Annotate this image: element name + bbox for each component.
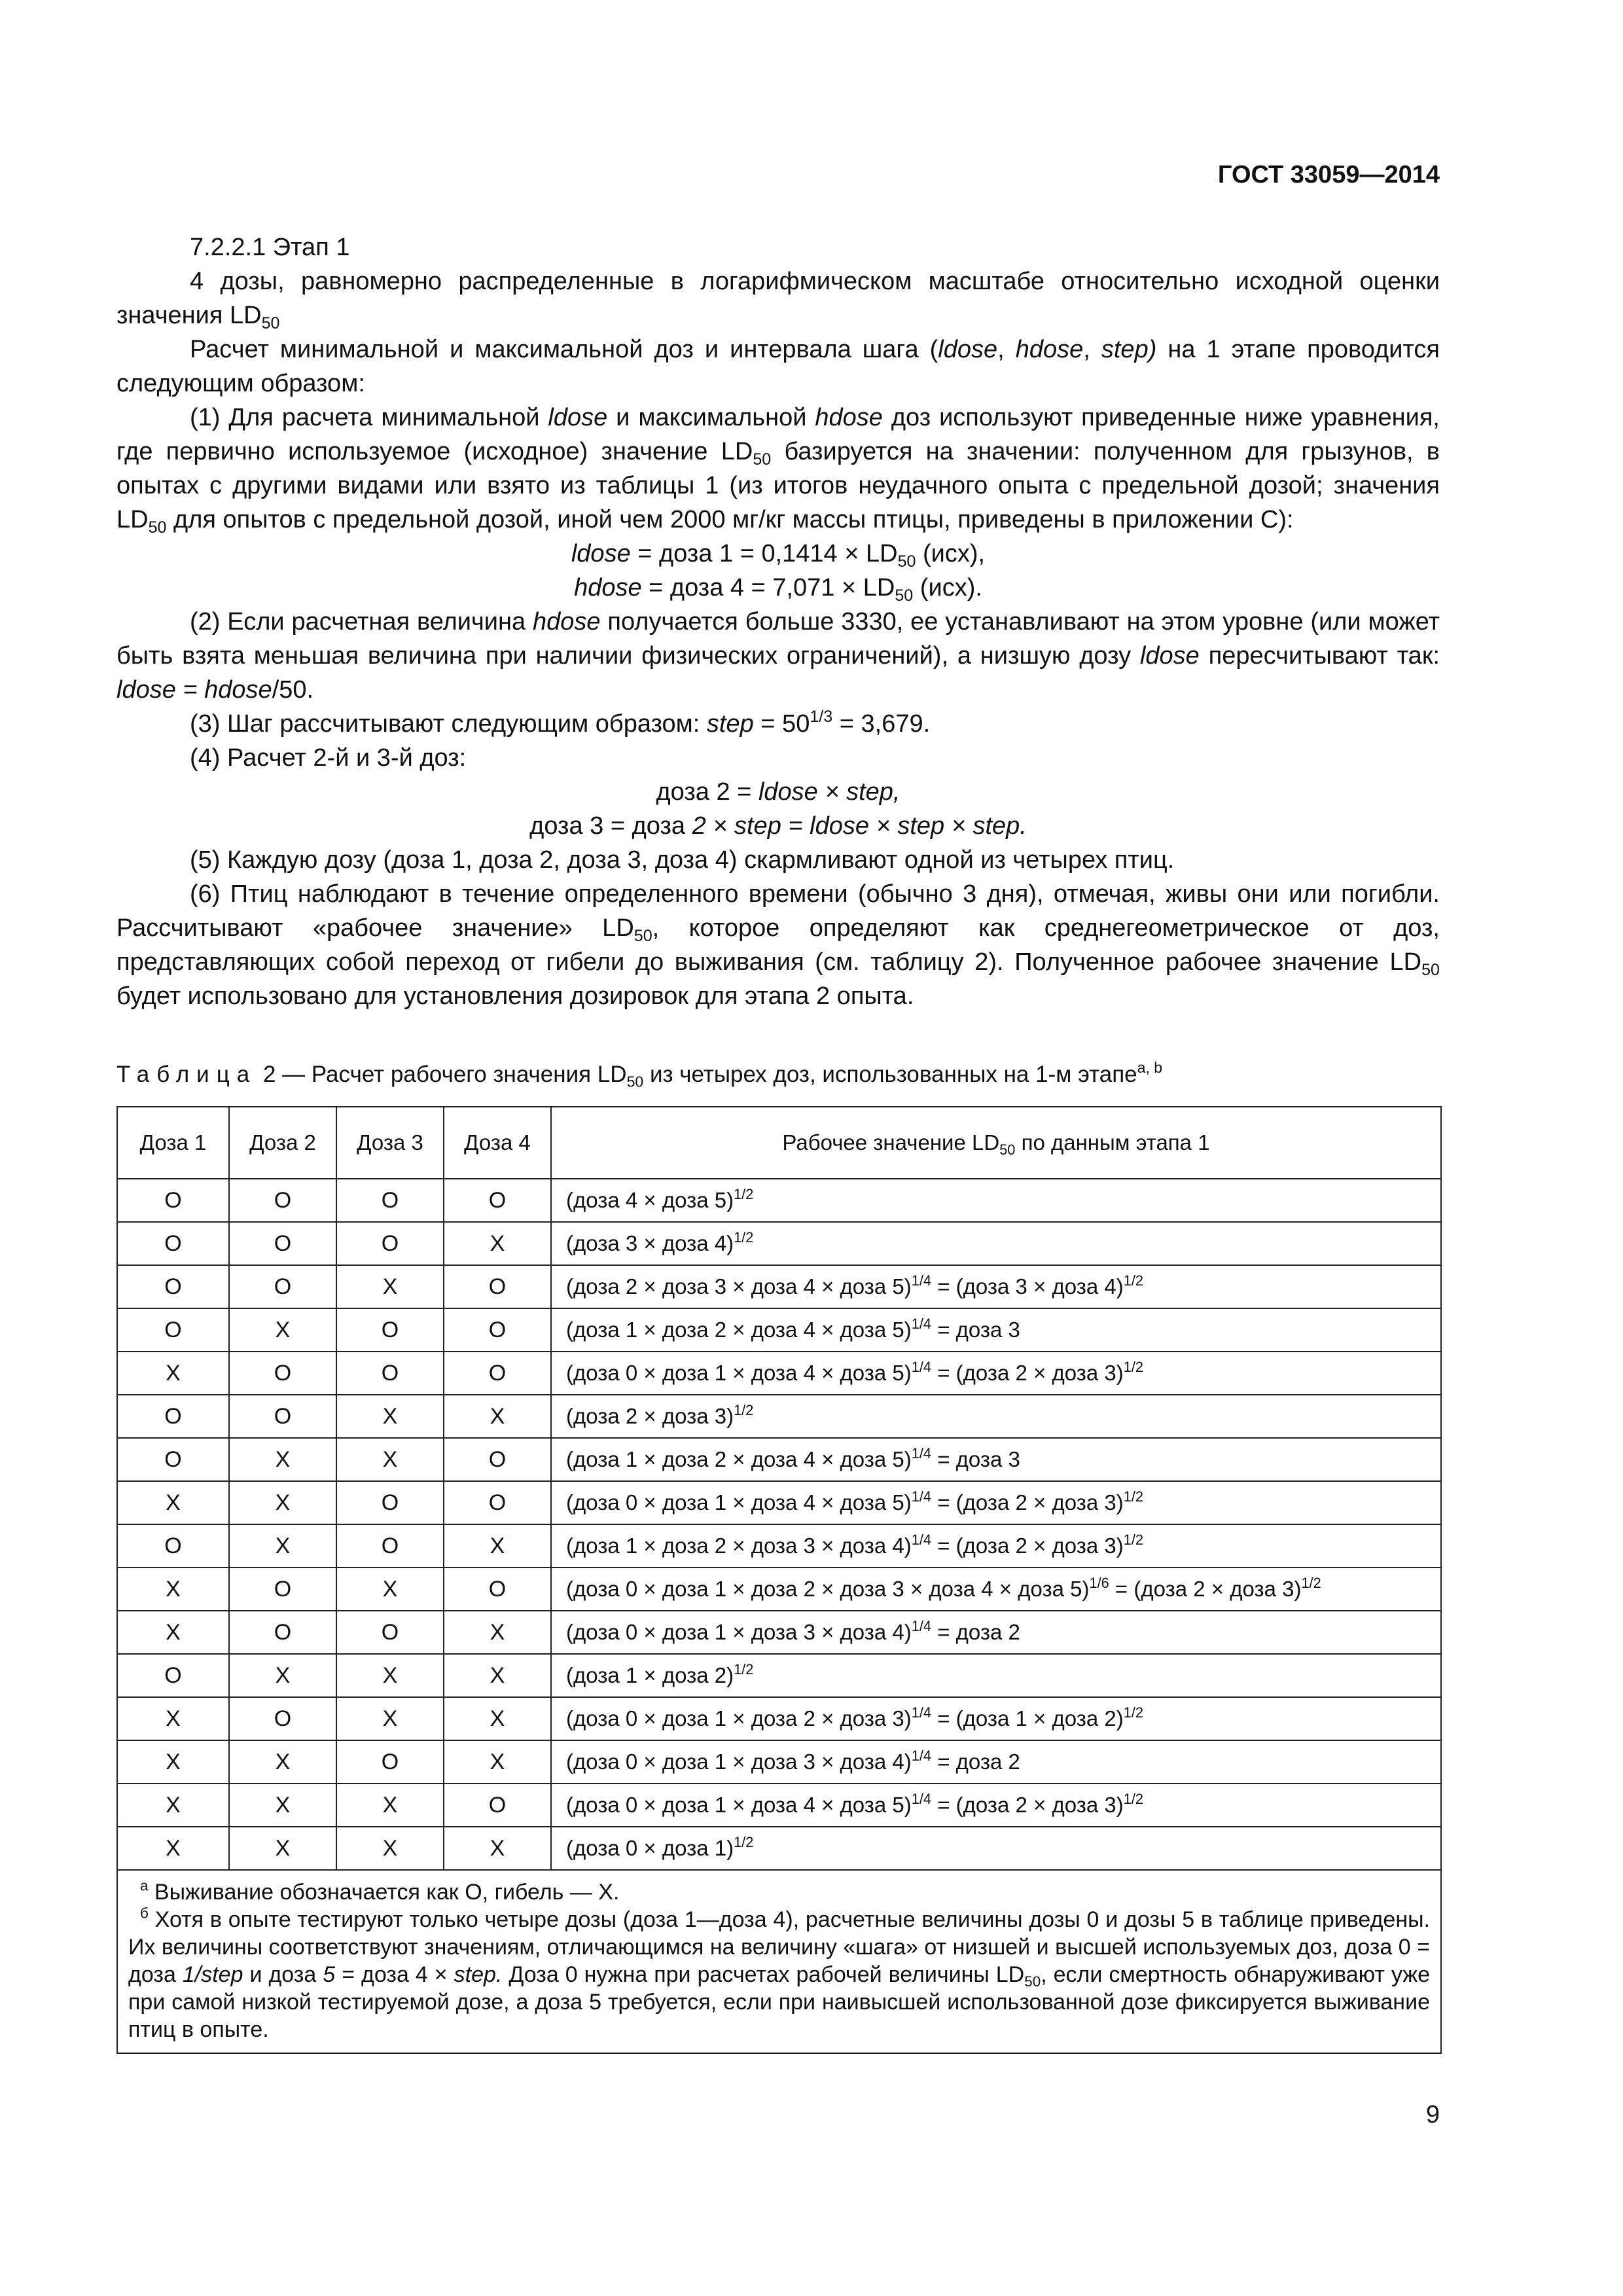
table-row bbox=[117, 1265, 1441, 1308]
dose-4-cell: O bbox=[444, 1438, 551, 1481]
working-value-cell: (доза 2 × доза 3)$^{1/2}$ bbox=[551, 1395, 1441, 1438]
dose-2-cell: O bbox=[229, 1611, 336, 1654]
working-value-cell: (доза 0 × доза 1 × доза 4 × доза 5)$^{1/4}$ = (доза 2 × доза 3)$^{1/2}$ bbox=[551, 1784, 1441, 1827]
dose-1-cell: X bbox=[117, 1481, 229, 1524]
dose-3-cell: X bbox=[336, 1827, 444, 1870]
dose-1-cell: X bbox=[117, 1784, 229, 1827]
dose-4-cell: X bbox=[444, 1697, 551, 1740]
dose-3-cell: O bbox=[336, 1352, 444, 1395]
working-value-cell: (доза 1 × доза 2 × доза 4 × доза 5)$^{1/4}$ = доза 3 bbox=[551, 1438, 1441, 1481]
dose-3-cell: O bbox=[336, 1740, 444, 1784]
dose-4-cell: X bbox=[444, 1654, 551, 1697]
dose-2-cell: O bbox=[229, 1352, 336, 1395]
dose-4-cell: X bbox=[444, 1611, 551, 1654]
table-notes bbox=[117, 1870, 1441, 2053]
dose-1-cell: O bbox=[117, 1524, 229, 1568]
working-value-cell: (доза 0 × доза 1 × доза 3 × доза 4)$^{1/4}$ = доза 2 bbox=[551, 1740, 1441, 1784]
dose-3-cell: X bbox=[336, 1395, 444, 1438]
dose-2-cell: X bbox=[229, 1784, 336, 1827]
dose-2-cell: X bbox=[229, 1827, 336, 1870]
table-row bbox=[117, 1179, 1441, 1222]
dose-3-cell: O bbox=[336, 1524, 444, 1568]
working-value-cell: (доза 0 × доза 1)$^{1/2}$ bbox=[551, 1827, 1441, 1870]
dose-2-cell: O bbox=[229, 1222, 336, 1265]
table-row bbox=[117, 1611, 1441, 1654]
working-value-cell: (доза 3 × доза 4)$^{1/2}$ bbox=[551, 1222, 1441, 1265]
dose-1-cell: X bbox=[117, 1352, 229, 1395]
table-row bbox=[117, 1654, 1441, 1697]
working-value-cell: (доза 0 × доза 1 × доза 2 × доза 3)$^{1/4}$ = (доза 1 × доза 2)$^{1/2}$ bbox=[551, 1697, 1441, 1740]
table-row bbox=[117, 1524, 1441, 1568]
header-working-value: Рабочее значение $LD_{50}$ по данным этапа 1 bbox=[551, 1107, 1441, 1179]
working-value-cell: (доза 0 × доза 1 × доза 4 × доза 5)$^{1/4}$ = (доза 2 × доза 3)$^{1/2}$ bbox=[551, 1352, 1441, 1395]
dose-2-cell: X bbox=[229, 1481, 336, 1524]
dose-2-cell: O bbox=[229, 1179, 336, 1222]
page-number: 9 bbox=[1425, 2101, 1440, 2128]
dose-4-cell: O bbox=[444, 1265, 551, 1308]
dose-4-cell: X bbox=[444, 1222, 551, 1265]
dose-4-cell: O bbox=[444, 1784, 551, 1827]
working-value-cell: (доза 0 × доза 1 × доза 2 × доза 3 × доза 4 × доза 5)$^{1/6}$ = (доза 2 × доза 3)$^{1/2}$ bbox=[551, 1568, 1441, 1611]
dose-2-cell: X bbox=[229, 1654, 336, 1697]
dose-3-cell: X bbox=[336, 1568, 444, 1611]
table-row bbox=[117, 1568, 1441, 1611]
table-header-row bbox=[117, 1107, 1441, 1179]
table-row bbox=[117, 1352, 1441, 1395]
dose-4-cell: O bbox=[444, 1568, 551, 1611]
table-caption: Таблица 2 — Расчет рабочего значения $LD_{50}$ из четырех доз, использованных на 1-м этапе$^{a, b}$ bbox=[116, 1059, 1163, 1090]
paragraph-step-6: (6) Птиц наблюдают в течение определенного времени (обычно 3 дня), отмечая, живы они или погибли. Рассчитывают «рабочее значение» $LD_{50}$, которое определяют как среднегеометрическое от доз, представляющих собой переход от гибели до выживания (см. таблицу 2). Полученное рабочее значение $LD_{50}$ будет использовано для установления дозировок для этапа 2 опыта. bbox=[116, 880, 1440, 1010]
dose-2-cell: X bbox=[229, 1438, 336, 1481]
dose-4-cell: O bbox=[444, 1308, 551, 1352]
dose-2-cell: X bbox=[229, 1524, 336, 1568]
dose-3-cell: O bbox=[336, 1179, 444, 1222]
table-row bbox=[117, 1697, 1441, 1740]
dose-3-cell: X bbox=[336, 1438, 444, 1481]
table-row bbox=[117, 1481, 1441, 1524]
dose-1-cell: X bbox=[117, 1611, 229, 1654]
dose-1-cell: X bbox=[117, 1697, 229, 1740]
dose-3-cell: O bbox=[336, 1222, 444, 1265]
paragraph-step-1: (1) Для расчета минимальной ldose и максимальной hdose доз используют приведенные ниже уравнения, где первично используемое (исходное) значение $LD_{50}$ базируется на значении: полученном для грызунов, в опытах с другими видами или взято из таблицы 1 (из итогов неудачного опыта с предельной дозой; значения $LD_{50}$ для опытов с предельной дозой, иной чем 2000 мг/кг массы птицы, приведены в приложении С): bbox=[116, 404, 1440, 537]
dose-3-cell: X bbox=[336, 1784, 444, 1827]
dose-1-cell: X bbox=[117, 1740, 229, 1784]
table-row bbox=[117, 1395, 1441, 1438]
dose-1-cell: O bbox=[117, 1179, 229, 1222]
dose-3-cell: X bbox=[336, 1265, 444, 1308]
header-dose-3: Доза 3 bbox=[336, 1107, 444, 1179]
working-value-cell: (доза 1 × доза 2 × доза 3 × доза 4)$^{1/4}$ = (доза 2 × доза 3)$^{1/2}$ bbox=[551, 1524, 1441, 1568]
table-row bbox=[117, 1740, 1441, 1784]
equation-hdose: hdose = доза $4 = 7,071 \times LD_{50}$ (исх). bbox=[574, 574, 982, 605]
equation-dose-2: доза 2 = ldose × step, bbox=[656, 778, 901, 806]
paragraph-calc-intro: Расчет минимальной и максимальной доз и интервала шага (ldose, hdose, step) на 1 этапе проводится следующим образом: bbox=[116, 336, 1440, 397]
dose-4-cell: O bbox=[444, 1352, 551, 1395]
dose-3-cell: O bbox=[336, 1308, 444, 1352]
dose-1-cell: O bbox=[117, 1308, 229, 1352]
dose-3-cell: X bbox=[336, 1654, 444, 1697]
dose-2-cell: O bbox=[229, 1568, 336, 1611]
table-row bbox=[117, 1827, 1441, 1870]
paragraph-doses: 4 дозы, равномерно распределенные в логарифмическом масштабе относительно исходной оценки значения $LD_{50}$ bbox=[116, 268, 1440, 333]
dose-4-cell: X bbox=[444, 1827, 551, 1870]
table-row bbox=[117, 1308, 1441, 1352]
paragraph-step-2: (2) Если расчетная величина hdose получается больше 3330, ее устанавливают на этом уровне (или может быть взята меньшая величина при наличии физических ограничений), а низшую дозу ldose пересчитывают так: ldose = hdose/50. bbox=[116, 608, 1440, 704]
header-dose-1: Доза 1 bbox=[117, 1107, 229, 1179]
dose-4-cell: O bbox=[444, 1481, 551, 1524]
dose-4-cell: X bbox=[444, 1395, 551, 1438]
section-heading: 7.2.2.1 Этап 1 bbox=[190, 234, 350, 261]
dose-4-cell: X bbox=[444, 1740, 551, 1784]
table-row bbox=[117, 1222, 1441, 1265]
working-value-cell: (доза 2 × доза 3 × доза 4 × доза 5)$^{1/4}$ = (доза 3 × доза 4)$^{1/2}$ bbox=[551, 1265, 1441, 1308]
dose-3-cell: O bbox=[336, 1611, 444, 1654]
dose-1-cell: O bbox=[117, 1654, 229, 1697]
paragraph-step-5: (5) Каждую дозу (доза 1, доза 2, доза 3, доза 4) скармливают одной из четырех птиц. bbox=[190, 846, 1175, 874]
dose-2-cell: O bbox=[229, 1697, 336, 1740]
dose-2-cell: X bbox=[229, 1740, 336, 1784]
dose-2-cell: X bbox=[229, 1308, 336, 1352]
dose-1-cell: O bbox=[117, 1438, 229, 1481]
header-dose-2: Доза 2 bbox=[229, 1107, 336, 1179]
dose-table bbox=[116, 1106, 1442, 2054]
working-value-cell: (доза 0 × доза 1 × доза 4 × доза 5)$^{1/4}$ = (доза 2 × доза 3)$^{1/2}$ bbox=[551, 1481, 1441, 1524]
table-row bbox=[117, 1784, 1441, 1827]
dose-1-cell: O bbox=[117, 1222, 229, 1265]
note-a: $^а$ Выживание обозначается как О, гибель — X. bbox=[140, 1877, 620, 1905]
document-header: ГОСТ 33059—2014 bbox=[1217, 161, 1440, 188]
table-row bbox=[117, 1438, 1441, 1481]
body-text bbox=[116, 230, 1440, 1013]
equation-ldose: ldose = доза $1 = 0,1414 \times LD_{50}$ (исх), bbox=[571, 540, 986, 571]
dose-3-cell: X bbox=[336, 1697, 444, 1740]
note-b: $^б$ Хотя в опыте тестируют только четыре дозы (доза 1—доза 4), расчетные величины дозы 0 и дозы 5 в таблице приведены. Их величины соответствуют значениям, отличающимся на величину «шага» от низшей и высшей используемых доз, доза 0 = доза 1/step и доза 5 = доза 4 × step. Доза 0 нужна при расчетах рабочей величины $LD_{50}$, если смертность обнаруживают уже при самой низкой тестируемой дозе, а доза 5 требуется, если при наивысшей использованной дозе фиксируется выживание птиц в опыте. bbox=[128, 1905, 1430, 2042]
working-value-cell: (доза 1 × доза 2)$^{1/2}$ bbox=[551, 1654, 1441, 1697]
dose-2-cell: O bbox=[229, 1395, 336, 1438]
dose-1-cell: O bbox=[117, 1265, 229, 1308]
equation-dose-3: доза 3 = доза 2 × step = ldose × step × step. bbox=[529, 812, 1027, 840]
working-value-cell: (доза 4 × доза 5)$^{1/2}$ bbox=[551, 1179, 1441, 1222]
dose-1-cell: O bbox=[117, 1395, 229, 1438]
dose-4-cell: O bbox=[444, 1179, 551, 1222]
dose-3-cell: O bbox=[336, 1481, 444, 1524]
table-notes-row bbox=[117, 1870, 1441, 2053]
paragraph-step-4: (4) Расчет 2-й и 3-й доз: bbox=[190, 744, 467, 772]
dose-2-cell: O bbox=[229, 1265, 336, 1308]
dose-1-cell: X bbox=[117, 1827, 229, 1870]
working-value-cell: (доза 1 × доза 2 × доза 4 × доза 5)$^{1/4}$ = доза 3 bbox=[551, 1308, 1441, 1352]
working-value-cell: (доза 0 × доза 1 × доза 3 × доза 4)$^{1/4}$ = доза 2 bbox=[551, 1611, 1441, 1654]
dose-4-cell: X bbox=[444, 1524, 551, 1568]
header-dose-4: Доза 4 bbox=[444, 1107, 551, 1179]
paragraph-step-3: (3) Шаг рассчитывают следующим образом: step = $50^{1/3} = 3,679$. bbox=[190, 707, 931, 738]
dose-1-cell: X bbox=[117, 1568, 229, 1611]
